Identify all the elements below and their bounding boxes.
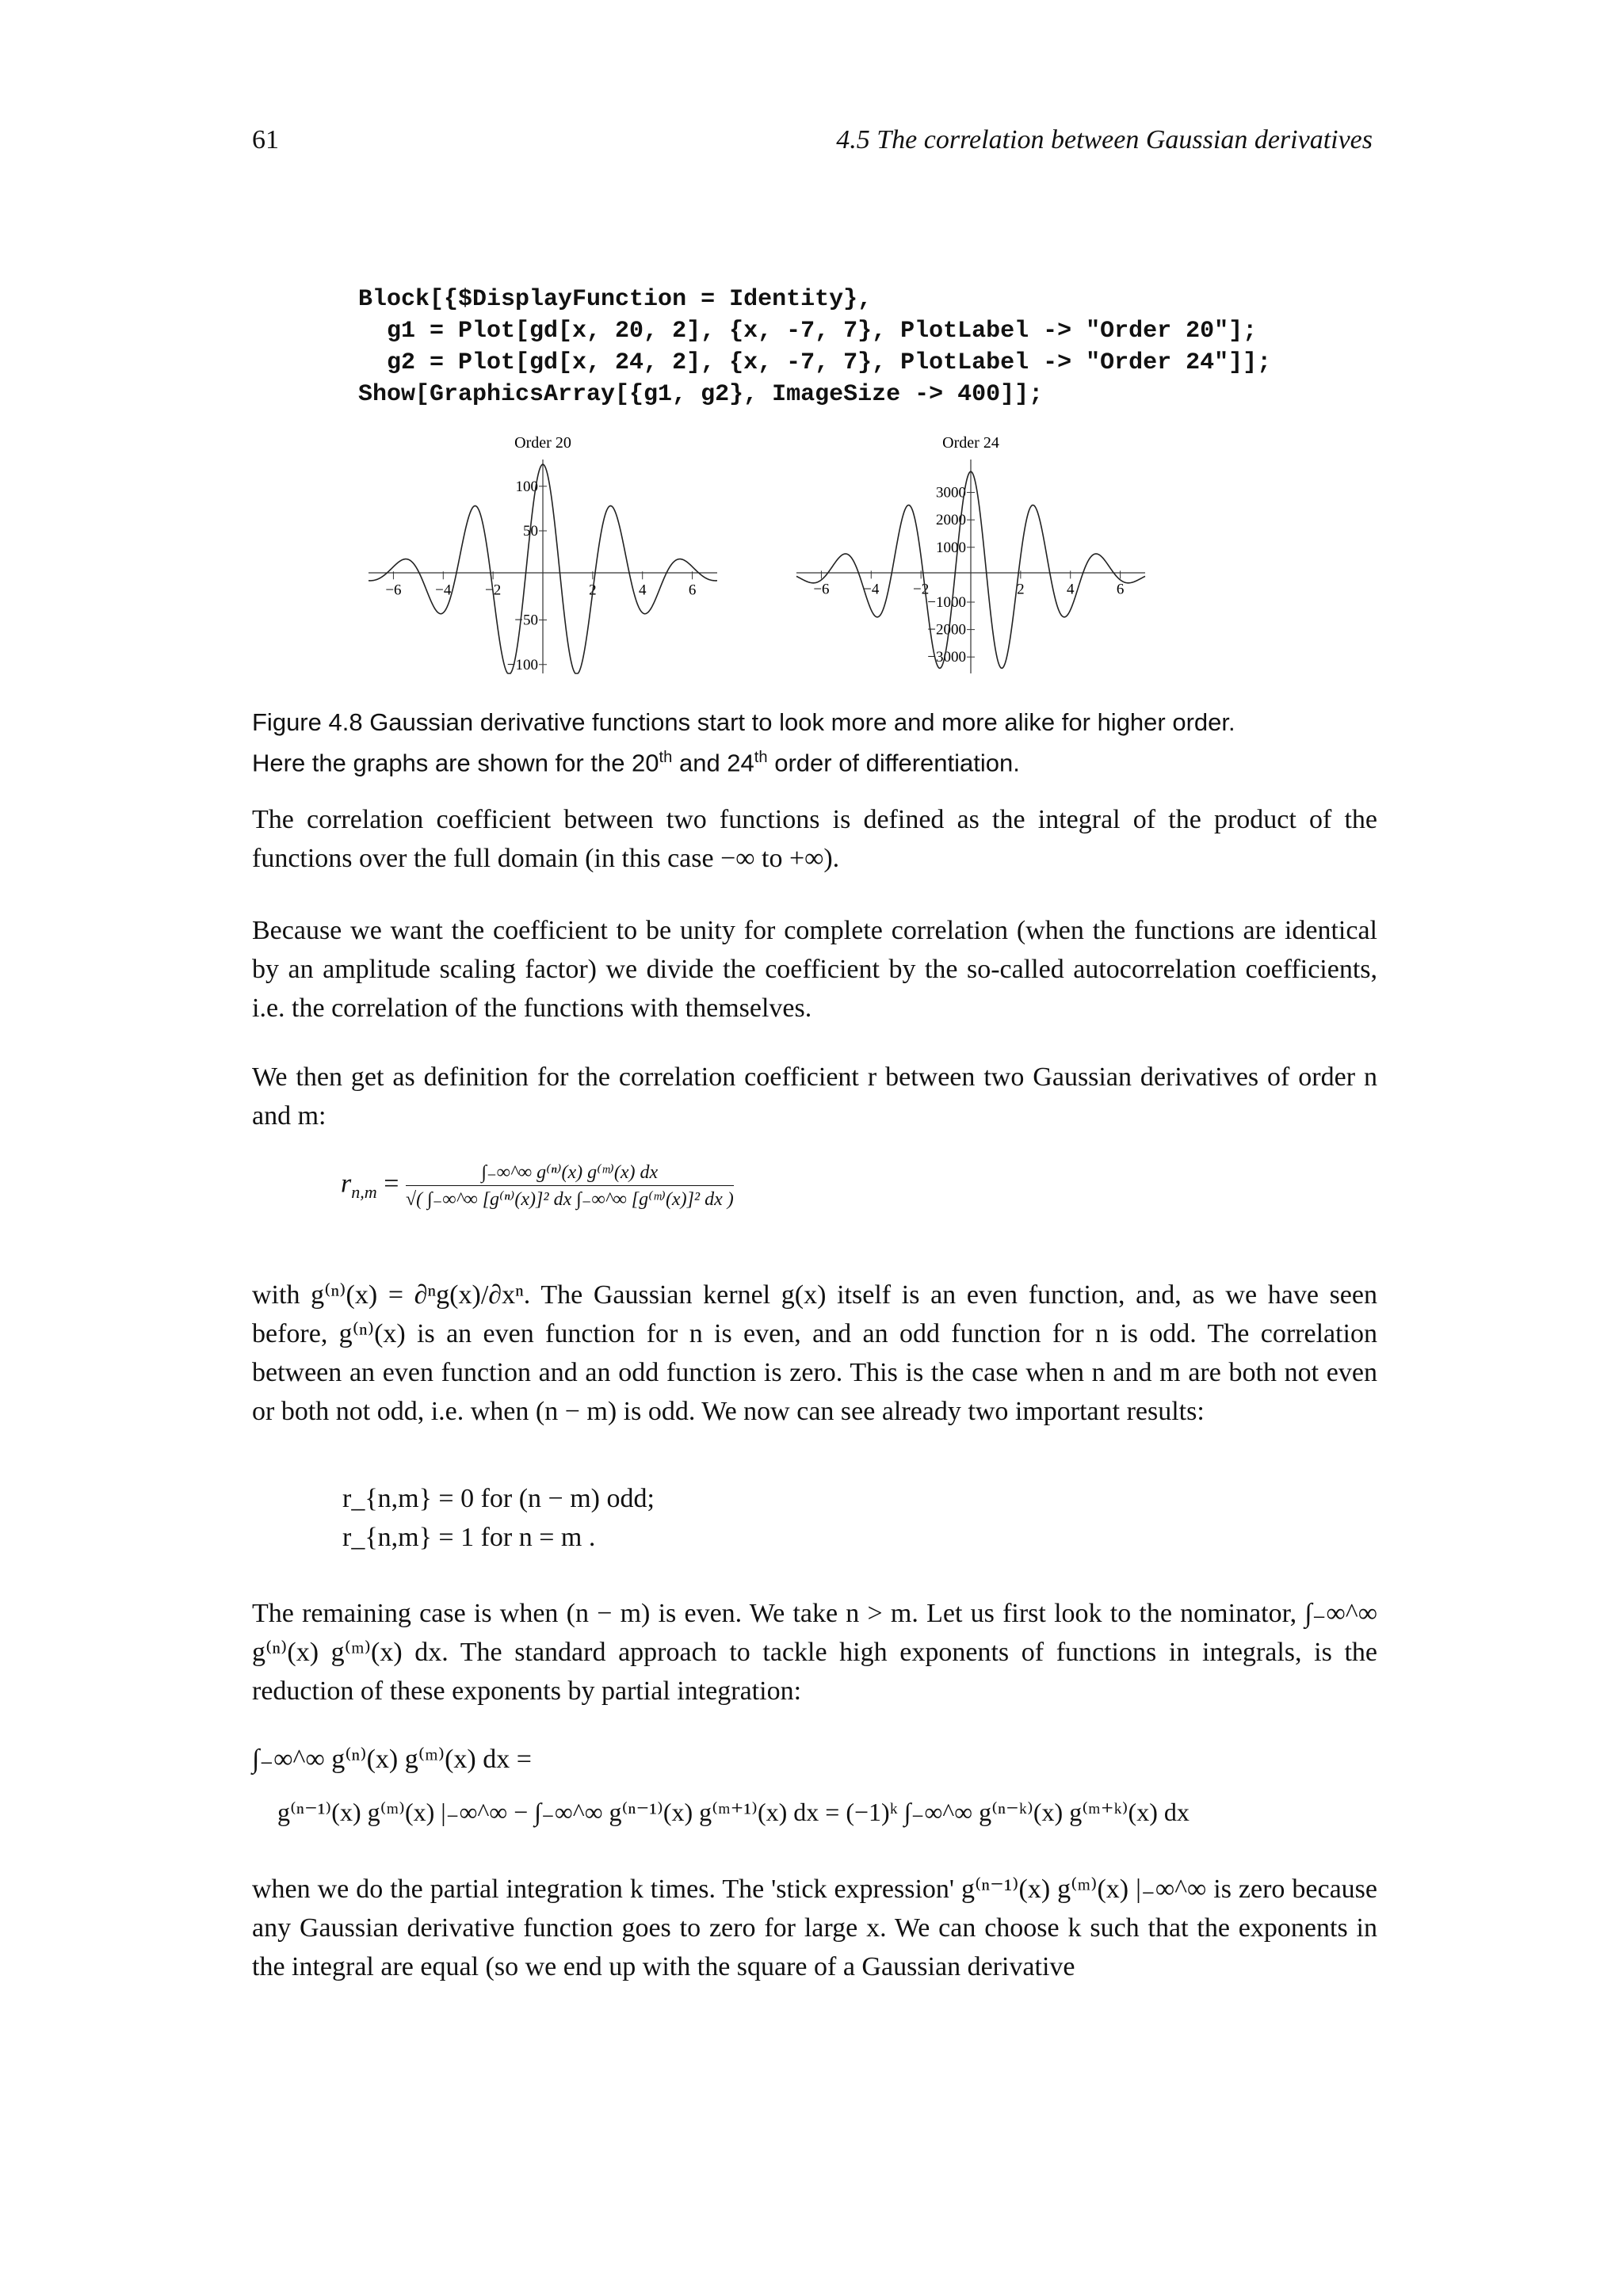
- y-tick-label: −100: [506, 656, 538, 673]
- result-line: r_{n,m} = 1 for n = m .: [342, 1523, 596, 1552]
- y-tick-label: −1000: [927, 594, 966, 611]
- caption-text: Here the graphs are shown for the 20: [252, 749, 659, 777]
- caption-text: order of differentiation.: [767, 749, 1020, 777]
- eq-numerator: ∫₋∞^∞ g⁽ⁿ⁾(x) g⁽ᵐ⁾(x) dx: [406, 1161, 734, 1186]
- eq-equals: =: [384, 1169, 406, 1199]
- caption-line: [252, 740, 1377, 780]
- plot-title: Order 20: [514, 434, 571, 452]
- code-block: [358, 284, 1271, 410]
- section-title: 4.5 The correlation between Gaussian derivatives: [836, 125, 1373, 154]
- x-tick-label: 4: [638, 582, 647, 599]
- code-line: Show[GraphicsArray[{g1, g2}, ImageSize -> 400]];: [358, 381, 1044, 408]
- y-tick-label: 50: [523, 523, 538, 540]
- eq-lhs-sub: n,m: [351, 1182, 377, 1203]
- eq-fraction: [406, 1161, 734, 1211]
- code-line: g1 = Plot[gd[x, 20, 2], {x, -7, 7}, PlotLabel -> "Order 20"];: [358, 318, 1258, 345]
- y-tick-label: −3000: [927, 649, 966, 666]
- page-number: 61: [252, 125, 279, 154]
- paragraph: We then get as definition for the correlation coefficient r between two Gaussian derivatives of order n and m:: [252, 1062, 1377, 1131]
- code-line: Block[{$DisplayFunction = Identity},: [358, 286, 873, 313]
- y-tick-label: 100: [515, 478, 538, 495]
- paragraph: Because we want the coefficient to be unity for complete correlation (when the functions are identical by an amplitude scaling factor) we divide the coefficient by the so-called autocorrelation coefficients, i.e. the correlation of the functions with themselves.: [252, 916, 1377, 1023]
- x-tick-label: −4: [863, 581, 880, 598]
- code-line: g2 = Plot[gd[x, 24, 2], {x, -7, 7}, PlotLabel -> "Order 24"]];: [358, 349, 1272, 376]
- plot-title: Order 24: [942, 434, 999, 452]
- x-tick-label: −6: [813, 581, 830, 598]
- plot-order-24: [792, 432, 1149, 677]
- caption-line: Figure 4.8 Gaussian derivative functions start to look more and more alike for higher order.: [252, 708, 1235, 736]
- y-tick-label: −2000: [927, 621, 966, 639]
- x-tick-label: −4: [435, 582, 452, 599]
- eq-lhs: r: [341, 1169, 352, 1199]
- paragraph: when we do the partial integration k times. The 'stick expression' g⁽ⁿ⁻¹⁾(x) g⁽ᵐ⁾(x) |₋∞^∞ is zero because any Gaussian derivative function goes to zero for large x. We can choose k such that the exponents in the integral are equal (so we end up with the square of a Gaussian derivative: [252, 1875, 1377, 1981]
- eq-denominator: √( ∫₋∞^∞ [g⁽ⁿ⁾(x)]² dx ∫₋∞^∞ [g⁽ᵐ⁾(x)]² dx ): [405, 1189, 734, 1210]
- x-tick-label: −2: [913, 581, 930, 598]
- caption-sup: th: [659, 749, 673, 766]
- paragraph: The remaining case is when (n − m) is even. We take n > m. Let us first look to the nominator, ∫₋∞^∞ g⁽ⁿ⁾(x) g⁽ᵐ⁾(x) dx. The standard approach to tackle high exponents of functions in integrals, is the reduction of these exponents by partial integration:: [252, 1599, 1377, 1706]
- paragraph: The correlation coefficient between two functions is defined as the integral of the product of the functions over the full domain (in this case −∞ to +∞).: [252, 805, 1377, 873]
- result-line: r_{n,m} = 0 for (n − m) odd;: [342, 1484, 655, 1513]
- correlation-equation: [341, 1161, 734, 1211]
- paragraph: with g⁽ⁿ⁾(x) = ∂ⁿg(x)/∂xⁿ. The Gaussian kernel g(x) itself is an even function, and, as we have seen before, g⁽ⁿ⁾(x) is an even function for n is even, and an odd function for n is odd. The correlation between an even function and an odd function is zero. This is the case when n and m are both not even or both not odd, i.e. when (n − m) is odd. We now can see already two important results:: [252, 1280, 1377, 1426]
- caption-sup: th: [754, 749, 768, 766]
- y-tick-label: 2000: [936, 512, 966, 529]
- partial-integration-line: ∫₋∞^∞ g⁽ⁿ⁾(x) g⁽ᵐ⁾(x) dx =: [252, 1745, 532, 1774]
- y-tick-label: 1000: [936, 539, 966, 556]
- partial-integration-line: g⁽ⁿ⁻¹⁾(x) g⁽ᵐ⁾(x) |₋∞^∞ − ∫₋∞^∞ g⁽ⁿ⁻¹⁾(x) g⁽ᵐ⁺¹⁾(x) dx = (−1)ᵏ ∫₋∞^∞ g⁽ⁿ⁻ᵏ⁾(x) g⁽ᵐ⁺ᵏ⁾(x) dx: [277, 1798, 1190, 1826]
- x-tick-label: 2: [1017, 581, 1025, 598]
- y-tick-label: 3000: [936, 484, 966, 502]
- plot-order-20: [365, 432, 721, 677]
- x-tick-label: −6: [385, 582, 402, 599]
- x-tick-label: 6: [688, 582, 697, 599]
- figure-caption: [252, 705, 1377, 780]
- x-tick-label: 6: [1116, 581, 1125, 598]
- caption-text: and 24: [672, 749, 754, 777]
- x-tick-label: 4: [1066, 581, 1075, 598]
- x-tick-label: 2: [589, 582, 597, 599]
- x-tick-label: −2: [485, 582, 502, 599]
- y-tick-label: −50: [514, 612, 538, 629]
